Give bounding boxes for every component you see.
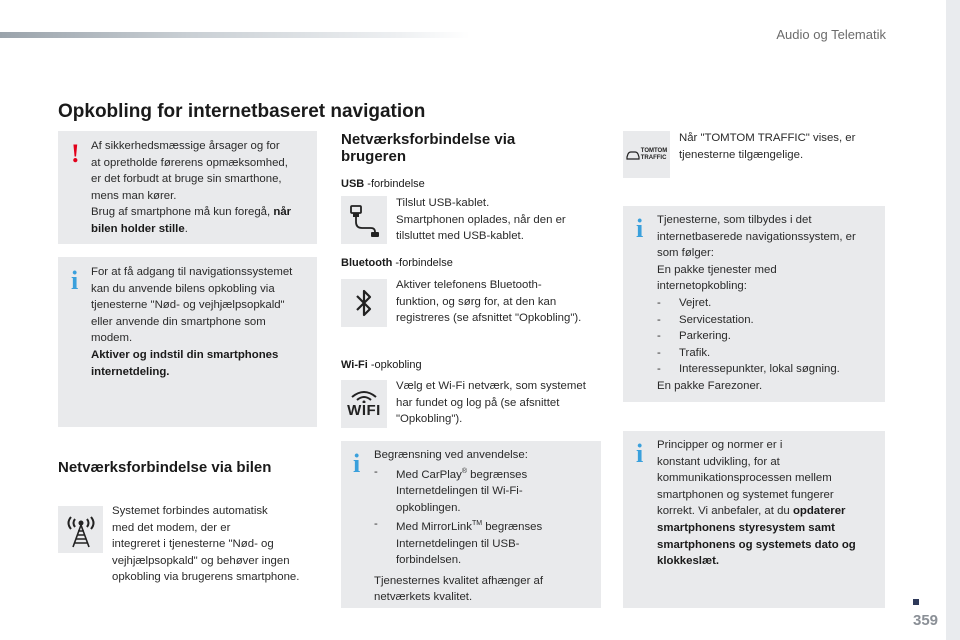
page-marker: [913, 599, 919, 605]
bluetooth-text: Aktiver telefonens Bluetooth- funktion, og sørg for, at den kan registreres (se afsnittet "Opkobling").: [396, 279, 582, 325]
user-connection-heading: Netværksforbindelse via brugeren: [341, 131, 516, 165]
bluetooth-heading: Bluetooth -forbindelse: [341, 257, 453, 269]
antenna-icon: [63, 511, 99, 549]
usb-icon-box: [341, 196, 387, 244]
list-item: - Trafik.: [657, 345, 883, 362]
info-note-text: For at få adgang til navigationssystemet kan du anvende bilens opkobling via tjenesterne "Nød- og vejhjælpsopkald" eller anvende din smartphone som modem. Aktiver og indstil din smartphones internetdeling.: [91, 266, 293, 378]
wifi-icon-label: WIFI: [347, 402, 381, 419]
list-item: - Interessepunkter, lokal søgning.: [657, 361, 883, 378]
info-i-icon: i: [636, 214, 644, 243]
section-title: Audio og Telematik: [776, 27, 886, 42]
wifi-waves-icon: [349, 389, 379, 403]
info-i-icon: i: [353, 449, 361, 478]
antenna-icon-box: [58, 506, 103, 553]
list-item: - Servicestation.: [657, 312, 883, 329]
list-item: - Vejret.: [657, 295, 883, 312]
tomtom-icon-label: TOMTOM: [640, 147, 668, 154]
header-decor-bar: [0, 32, 470, 38]
page-edge-strip: [946, 0, 960, 640]
limits-note-text: Begrænsning ved anvendelse: - Med CarPlay® begrænses Internetdelingen til Wi-Fi- opkoblingen. - Med MirrorLink™ begrænses Internetdelingen til USB- forbindelsen. Tjenesternes kvalitet afhænger af netværkets kvalitet.: [374, 447, 596, 606]
usb-text: Tilslut USB-kablet. Smartphonen oplades, når den er tilsluttet med USB-kablet.: [396, 197, 566, 243]
tomtom-text: Når "TOMTOM TRAFFIC" vises, er tjenesterne tilgængelige.: [679, 132, 856, 161]
list-item: - Parkering.: [657, 328, 883, 345]
warning-note-text: Af sikkerhedsmæssige årsager og for at opretholde førerens opmæksomhed, er det forbudt at bruge sin smarthone, mens man kører. Brug af smartphone må kun foregå, når bilen holder stille.: [91, 140, 292, 235]
car-connection-text: Systemet forbindes automatisk med det modem, der er integreret i tjenesterne "Nød- og vejhjælpsopkald" og behøver ingen opkobling via brugerens smartphone.: [112, 505, 300, 584]
tomtom-traffic-icon-box: [623, 131, 670, 178]
wifi-icon-box: [341, 380, 387, 428]
car-connection-heading: Netværksforbindelse via bilen: [58, 459, 272, 476]
usb-cable-icon: [347, 202, 381, 238]
bluetooth-icon: [352, 287, 376, 319]
bluetooth-icon-box: [341, 279, 387, 327]
wifi-text: Vælg et Wi-Fi netværk, som systemet har fundet og log på (se afsnittet "Opkobling").: [396, 380, 586, 426]
info-i-icon: i: [636, 439, 644, 468]
services-note-text: Tjenesterne, som tilbydes i det internetbaserede navigationssystem, er som følger: En pakke tjenester med internetopkobling: - Vejret. - Servicestation. - Parkering. - Trafik. - Interessepunkter, lokal søgning. En pakke Farezoner.: [657, 212, 883, 395]
wifi-heading: Wi-Fi -opkobling: [341, 359, 422, 371]
page-title: Opkobling for internetbaseret navigation: [58, 101, 426, 122]
car-traffic-icon: [626, 150, 640, 160]
page-number: 359: [913, 612, 939, 629]
usb-heading: USB -forbindelse: [341, 178, 425, 190]
traffic-icon-label: TRAFFIC: [640, 154, 667, 161]
info-i-icon: i: [71, 266, 79, 295]
principles-note-text: Principper og normer er i konstant udvikling, for at kommunikationsprocessen mellem smartphonen og systemet fungerer korrekt. Vi anbefaler, at du opdaterer smartphonens styresystem samt smartphonens og systemets dato og klokkeslæt.: [657, 439, 856, 568]
warning-exclamation-icon: !: [71, 139, 80, 168]
